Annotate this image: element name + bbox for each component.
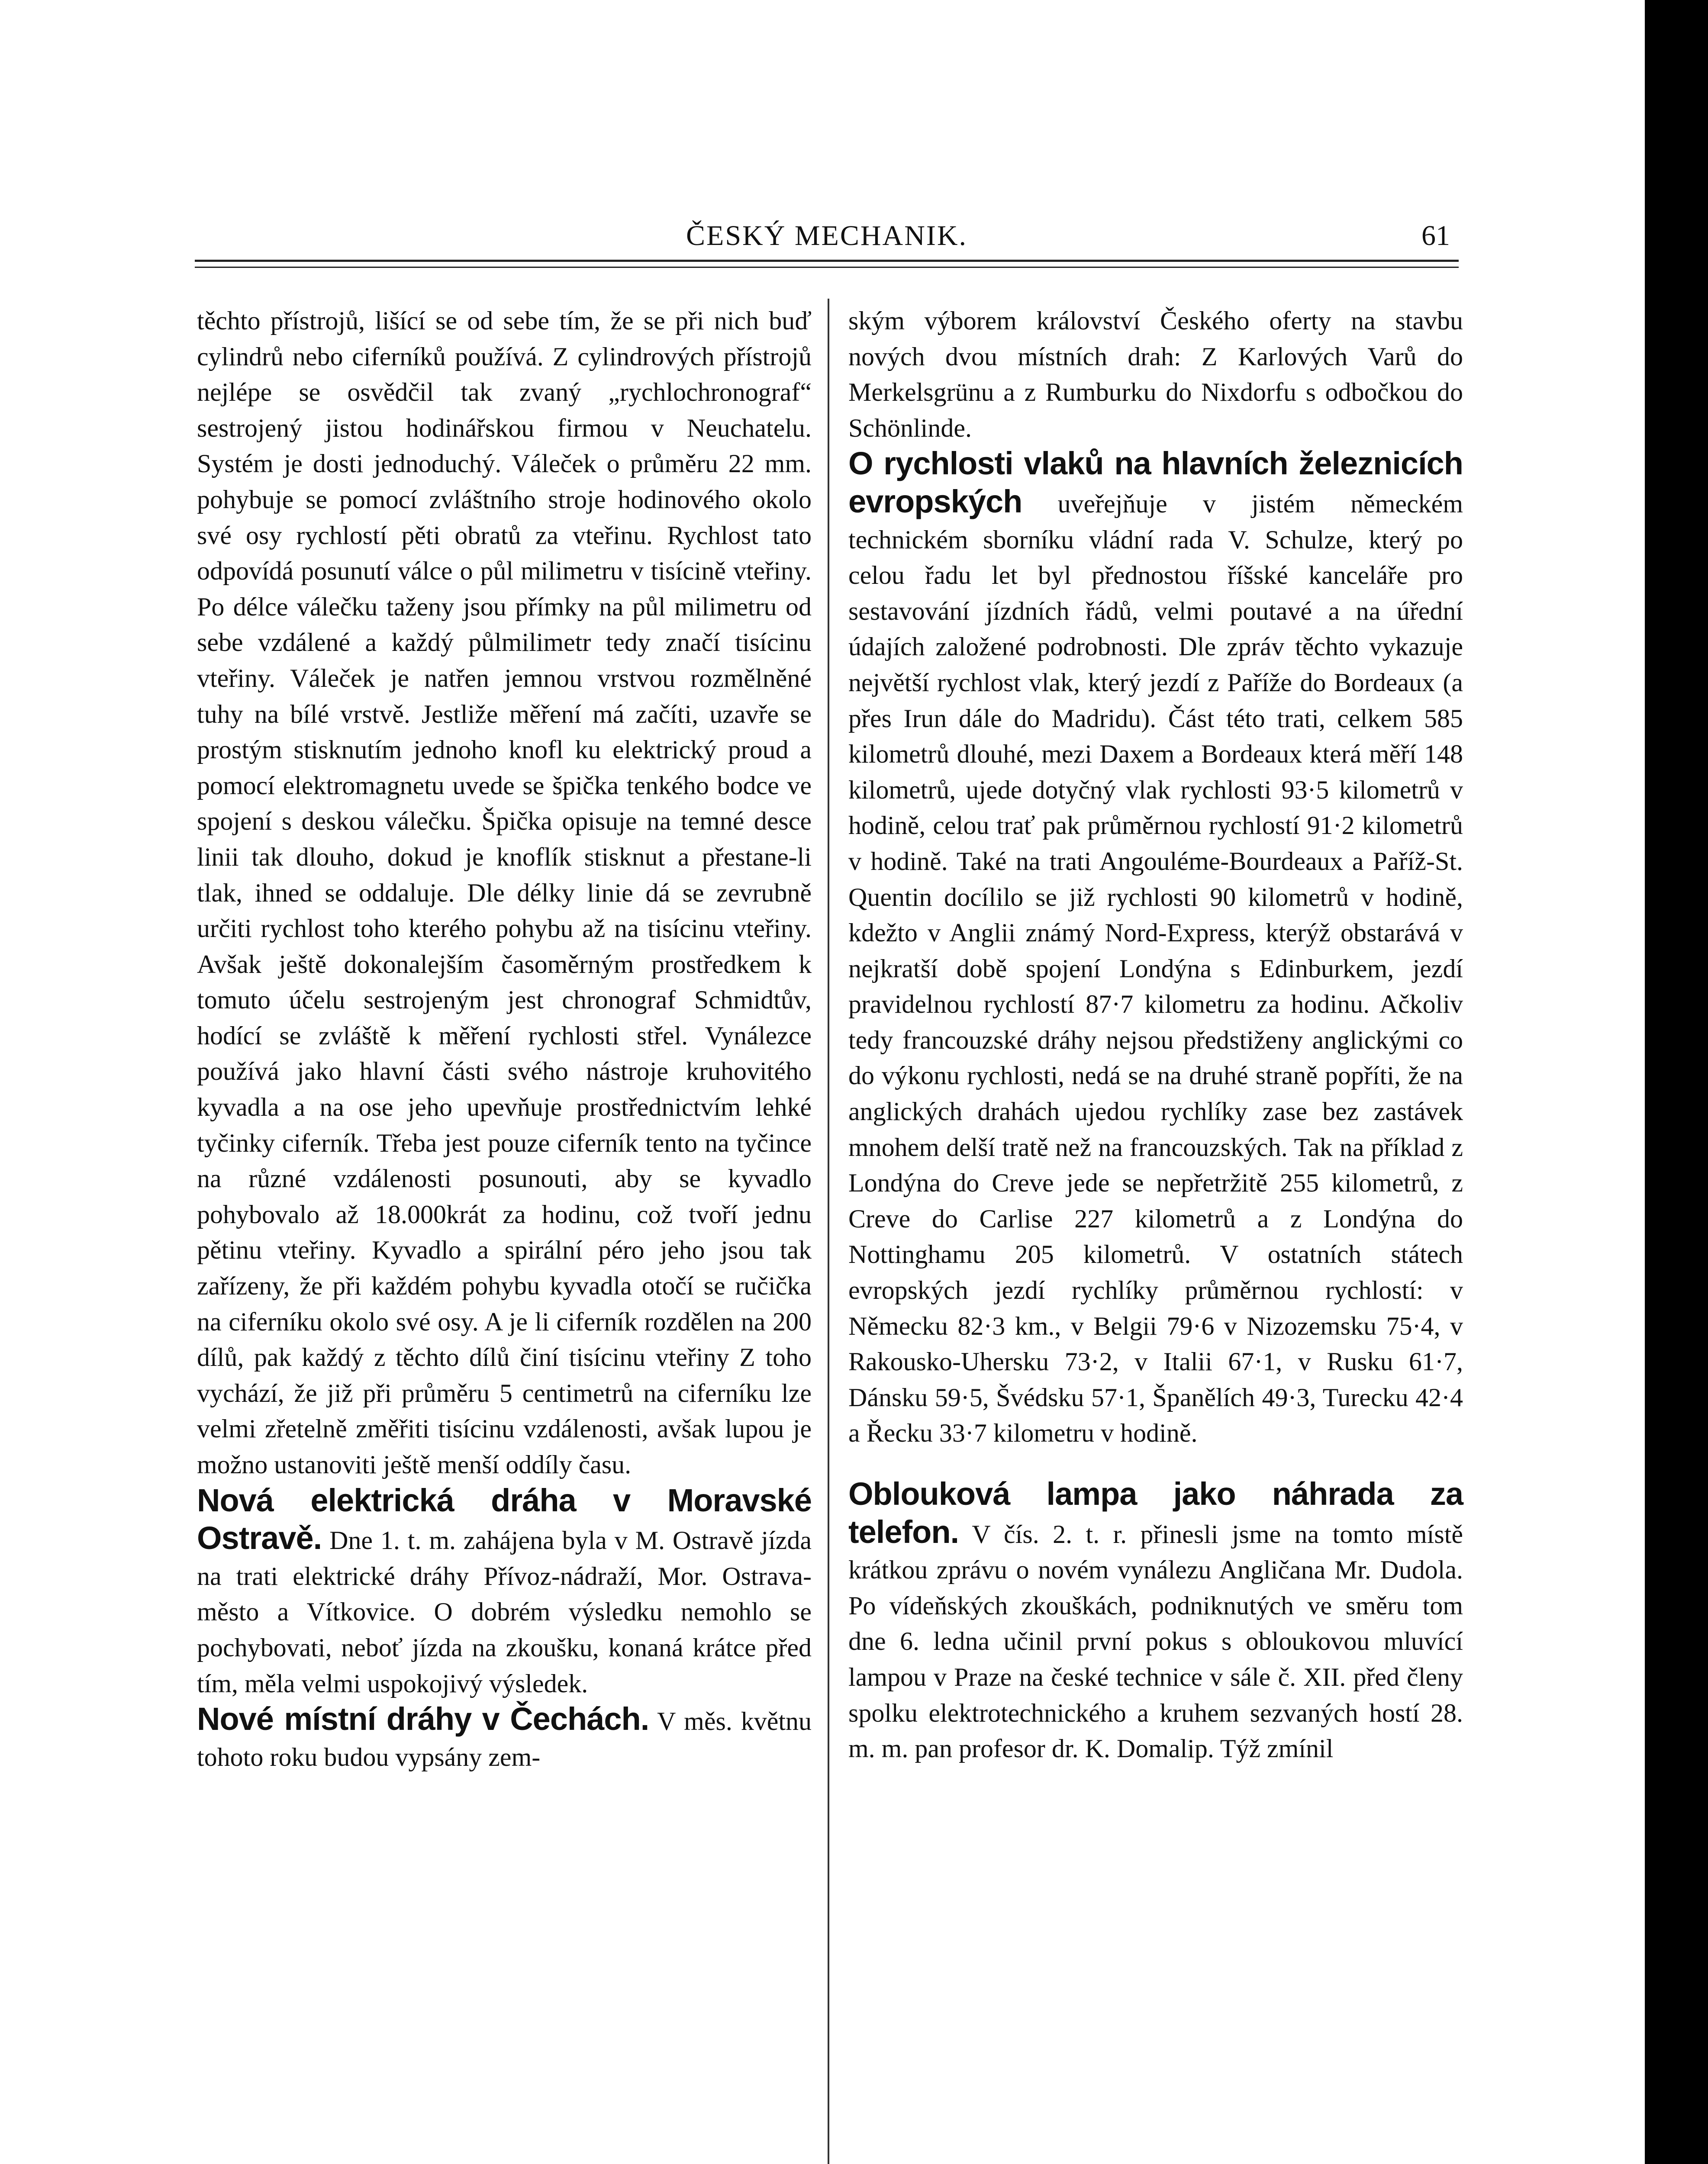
article-body: V čís. 2. t. r. přinesli jsme na tomto místě krátkou zprávu o novém vynálezu Angličana Mr. Dudola. Po vídeňských zkouškách, podniknutých ve směru tom dne 6. ledna učinil první pokus s obloukovou mluvící lampou v Praze na české technice v sále č. XII. před členy spolku elektrotechnického a kruhem sezvaných hostí 28. m. m. pan profesor dr. K. Domalip. Týž zmínil [848, 1520, 1463, 1763]
article-body: V měs. květnu tohoto roku budou vypsány zem- [197, 1707, 812, 1771]
right-column [848, 303, 1463, 1767]
article-heading: O rychlosti vlaků na hlavních železnicích evropských [848, 445, 1463, 519]
article-text-continuation: ským výborem království Českého oferty na stavbu nových dvou místních drah: Z Karlových Varů do Merkelsgrünu a z Rumburku do Nixdorfu s odbočkou do Schönlinde. [848, 306, 1463, 442]
article-electric-railway [197, 1483, 812, 1702]
article-heading: Nová elektrická dráha v Moravské Ostravě. [197, 1482, 812, 1556]
article-train-speed [848, 446, 1463, 1451]
left-column [197, 303, 812, 1775]
page-header [195, 216, 1459, 255]
article-heading: Oblouková lampa jako náhrada za telefon. [848, 1476, 1463, 1550]
header-rule-bottom [195, 267, 1459, 268]
running-title: ČESKÝ MECHANIK. [686, 220, 968, 251]
scan-border [1645, 0, 1708, 2164]
article-text-instruments: těchto přístrojů, lišící se od sebe tím, že se při nich buď cylindrů nebo ciferníků používá. Z cylindrových přístrojů nejlépe se osvědčil tak zvaný „rychlochronograf“ sestrojený jistou hodinářskou firmou v Neuchatelu. Systém je dosti jednoduchý. Váleček o průměru 22 mm. pohybuje se pomocí zvláštního stroje hodinového okolo své osy rychlostí pěti obratů za vteřinu. Rychlost tato odpovídá posunutí válce o půl milimetru v tisícině vteřiny. Po délce válečku taženy jsou přímky na půl milimetru od sebe vzdálené a každý půlmilimetr tedy značí tisícinu vteřiny. Váleček je natřen jemnou vrstvou rozmělněné tuhy na bílé vrstvě. Jestliže měření má začíti, uzavře se prostým stisknutím jednoho knofl ku elektrický proud a pomocí elektromagnetu uvede se špička tenkého bodce ve spojení s deskou válečku. Špička opisuje na temné desce linii tak dlouho, dokud je knoflík stisknut a přestane-li tlak, ihned se oddaluje. Dle délky linie dá se zevrubně určiti rychlost toho kterého pohybu až na tisícinu vteřiny. Avšak ještě dokonalejším časoměrným prostředkem k tomuto účelu sestrojeným jest chronograf Schmidtův, hodící se zvláště k měření rychlosti střel. Vynálezce používá jako hlavní části svého nástroje kruhovitého kyvadla a na ose jeho upevňuje prostřednictvím lehké tyčinky ciferník. Třeba jest pouze ciferník tento na tyčince na různé vzdálenosti posunouti, aby se kyvadlo pohybovalo až 18.000krát za hodinu, což tvoří jednu pětinu vteřiny. Kyvadlo a spirální péro jeho jsou tak zařízeny, že při každém pohybu kyvadla otočí se ručička na ciferníku okolo své osy. A je li ciferník rozdělen na 200 dílů, pak každý z těchto dílů činí tisícinu vteřiny Z toho vychází, že již při průměru 5 centimetrů na ciferníku lze velmi zřetelně změřiti tisícinu vzdálenosti, avšak lupou je možno ustanoviti ještě menší oddíly času. [197, 306, 812, 1479]
header-rule-top [195, 260, 1459, 262]
article-heading: Nové místní dráhy v Čechách. [197, 1701, 649, 1737]
column-divider [828, 299, 829, 2164]
article-local-railways [197, 1701, 812, 1775]
page-number: 61 [1421, 220, 1450, 251]
article-body: Dne 1. t. m. zahájena byla v M. Ostravě jízda na trati elektrické dráhy Přívoz-nádraží, Mor. Ostrava-město a Vítkovice. O dobrém výsledku nemohlo se pochybovati, neboť jízda na zkoušku, konaná krátce před tím, měla velmi uspokojivý výsledek. [197, 1526, 812, 1698]
article-arc-lamp [848, 1476, 1463, 1767]
article-body: uveřejňuje v jistém německém technickém sborníku vládní rada V. Schulze, který po celou řadu let byl přednostou říšské kanceláře pro sestavování jízdních řádů, velmi poutavé a na úřední údajích založené podrobnosti. Dle zpráv těchto vykazuje největší rychlost vlak, který jezdí z Paříže do Bordeaux (a přes Irun dále do Madridu). Část této trati, celkem 585 kilometrů dlouhé, mezi Daxem a Bordeaux která měří 148 kilometrů, ujede dotyčný vlak rychlosti 93·5 kilometrů v hodině, celou trať pak průměrnou rychlostí 91·2 kilometrů v hodině. Také na trati Angouléme-Bourdeaux a Paříž-St. Quentin docílilo se již rychlosti 90 kilometrů v hodině, kdežto v Anglii známý Nord-Express, kterýž obstarává v nejkratší době spojení Londýna s Edinburkem, jezdí pravidelnou rychlostí 87·7 kilometru za hodinu. Ačkoliv tedy francouzské dráhy nejsou předstiženy anglickými co do výkonu rychlosti, nedá se na druhé straně popříti, že na anglických drahách ujedou rychlíky zase bez zastávek mnohem delší tratě než na francouzských. Tak na příklad z Londýna do Creve jede se nepřetržitě 255 kilometrů, z Creve do Carlise 227 kilometrů a z Londýna do Nottinghamu 205 kilometrů. V ostatních státech evropských jezdí rychlíky průměrnou rychlostí: v Německu 82·3 km., v Belgii 79·6 v Nizozemsku 75·4, v Rakousko-Uhersku 73·2, v Italii 67·1, v Rusku 61·7, Dánsku 59·5, Švédsku 57·1, Španělích 49·3, Turecku 42·4 a Řecku 33·7 kilometru v hodině. [848, 489, 1463, 1448]
